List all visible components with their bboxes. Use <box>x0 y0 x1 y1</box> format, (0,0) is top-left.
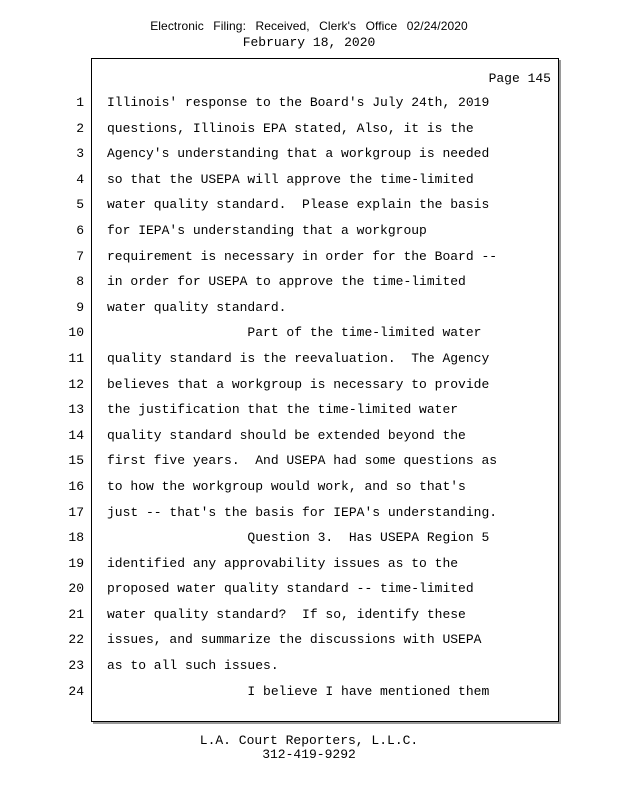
transcript-line: identified any approvability issues as to the <box>107 555 459 571</box>
line-number: 5 <box>76 197 84 213</box>
transcript-line: in order for USEPA to approve the time-limited <box>107 274 466 290</box>
line-number: 10 <box>68 325 84 341</box>
line-number: 24 <box>68 683 84 699</box>
transcript-line: Illinois' response to the Board's July 24th, 2019 <box>107 95 490 110</box>
line-number: 22 <box>68 632 84 648</box>
page-number: Page 145 <box>488 71 551 86</box>
line-number: 20 <box>68 581 84 597</box>
transcript-line: proposed water quality standard -- time-limited <box>107 581 474 597</box>
line-number: 15 <box>68 453 84 469</box>
line-number: 12 <box>68 376 84 392</box>
line-number: 19 <box>68 555 84 571</box>
transcript-line: for IEPA's understanding that a workgroup <box>107 222 427 238</box>
transcript-line: quality standard should be extended beyond the <box>107 427 466 443</box>
court-reporter-name: L.A. Court Reporters, L.L.C. <box>199 733 419 748</box>
line-number: 6 <box>76 222 84 238</box>
transcript-line: just -- that's the basis for IEPA's understanding. <box>107 504 498 520</box>
line-number: 7 <box>76 248 84 264</box>
line-number: 4 <box>76 171 84 187</box>
line-number: 18 <box>68 530 84 546</box>
transcript-line: Agency's understanding that a workgroup is needed <box>107 146 490 162</box>
transcript-line: requirement is necessary in order for the Board -- <box>107 248 498 264</box>
transcript-date: February 18, 2020 <box>242 35 376 50</box>
line-number: 16 <box>68 478 84 494</box>
line-number: 1 <box>76 95 84 110</box>
line-number: 9 <box>76 299 84 315</box>
line-number-column <box>60 94 84 708</box>
transcript-line: first five years. And USEPA had some questions as <box>107 453 498 469</box>
transcript-line: water quality standard. Please explain the basis <box>107 197 490 213</box>
line-number: 2 <box>76 120 84 136</box>
transcript-line: quality standard is the reevaluation. The Agency <box>107 350 490 366</box>
transcript-line: so that the USEPA will approve the time-limited <box>107 171 474 187</box>
line-number: 23 <box>68 658 84 674</box>
transcript-text <box>107 94 547 708</box>
line-number: 13 <box>68 402 84 418</box>
line-number: 14 <box>68 427 84 443</box>
transcript-line: I believe I have mentioned them <box>107 683 490 699</box>
line-number: 17 <box>68 504 84 520</box>
transcript-line: Question 3. Has USEPA Region 5 <box>107 530 490 546</box>
transcript-line: the justification that the time-limited water <box>107 402 459 418</box>
line-number: 21 <box>68 606 84 622</box>
line-number: 8 <box>76 274 84 290</box>
line-number: 11 <box>68 350 84 366</box>
transcript-line: Part of the time-limited water <box>107 325 482 341</box>
transcript-line: water quality standard? If so, identify these <box>107 606 466 622</box>
court-reporter-phone: 312-419-9292 <box>262 747 356 762</box>
filing-stamp: Electronic Filing: Received, Clerk's Office 02/24/2020 <box>150 19 468 33</box>
transcript-line: believes that a workgroup is necessary to provide <box>107 376 490 392</box>
transcript-line: questions, Illinois EPA stated, Also, it is the <box>107 120 474 136</box>
transcript-line: water quality standard. <box>107 299 287 315</box>
line-number: 3 <box>76 146 84 162</box>
transcript-line: issues, and summarize the discussions with USEPA <box>107 632 482 648</box>
transcript-line: to how the workgroup would work, and so that's <box>107 478 466 494</box>
transcript-line: as to all such issues. <box>107 658 279 674</box>
